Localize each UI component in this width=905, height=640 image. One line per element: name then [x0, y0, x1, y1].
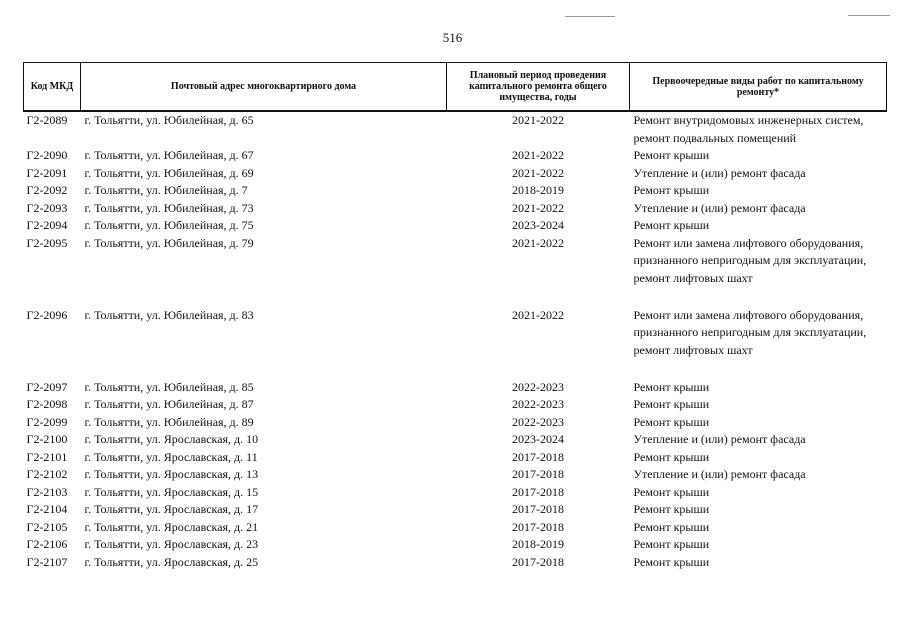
table-row	[24, 536, 887, 554]
cell-works: Утепление и (или) ремонт фасада	[633, 200, 806, 215]
cell-period: 2017-2018	[512, 519, 564, 534]
cell-code: Г2-2103	[26, 484, 68, 499]
cell-period: 2022-2023	[512, 397, 564, 411]
cell-period: 2022-2023	[512, 414, 564, 429]
cell-period: 2021-2022	[512, 148, 564, 162]
cell-period: 2018-2019	[512, 537, 564, 551]
cell-works: Утепление и (или) ремонт фасада	[633, 165, 806, 180]
cell-address: г. Тольятти, ул. Юбилейная, д. 65	[84, 113, 254, 127]
cell-code: Г2-2092	[26, 183, 68, 197]
cell-address: г. Тольятти, ул. Юбилейная, д. 67	[84, 148, 254, 162]
cell-code: Г2-2098	[26, 397, 68, 411]
cell-works: Ремонт крыши	[633, 484, 710, 499]
scan-artifact-line	[565, 16, 615, 17]
table-row	[24, 165, 887, 183]
cell-code: Г2-2094	[26, 218, 68, 232]
cell-address: г. Тольятти, ул. Ярославская, д. 13	[84, 467, 259, 481]
cell-address: г. Тольятти, ул. Юбилейная, д. 7	[84, 183, 248, 197]
table-row	[24, 182, 887, 200]
cell-works: Ремонт крыши	[633, 414, 710, 429]
cell-address: г. Тольятти, ул. Ярославская, д. 23	[84, 537, 259, 551]
cell-works: Ремонт крыши	[633, 148, 710, 162]
cell-period: 2017-2018	[512, 484, 564, 499]
cell-works: Утепление и (или) ремонт фасада	[633, 467, 806, 481]
cell-works: Ремонт внутридомовых инженерных систем, ремонт подвальных помещений	[633, 113, 864, 145]
scan-artifact-line	[848, 15, 890, 16]
cell-address: г. Тольятти, ул. Юбилейная, д. 85	[84, 379, 254, 394]
cell-period: 2021-2022	[512, 235, 564, 250]
table-row	[24, 554, 887, 572]
cell-address: г. Тольятти, ул. Юбилейная, д. 87	[84, 397, 254, 411]
table-row	[24, 484, 887, 502]
cell-period: 2021-2022	[512, 307, 564, 322]
cell-address: г. Тольятти, ул. Ярославская, д. 10	[84, 432, 259, 446]
cell-code: Г2-2089	[26, 113, 68, 127]
cell-period: 2018-2019	[512, 183, 564, 197]
cell-period: 2021-2022	[512, 113, 564, 127]
repair-schedule-table	[23, 62, 887, 571]
table-row	[24, 501, 887, 519]
page-number: 516	[442, 30, 463, 45]
cell-code: Г2-2104	[26, 502, 68, 516]
cell-code: Г2-2097	[26, 379, 68, 394]
column-header-works: Первоочередные виды работ по капитальному ремонту*	[630, 63, 887, 112]
cell-code: Г2-2102	[26, 467, 68, 481]
cell-works: Ремонт крыши	[633, 183, 710, 197]
cell-address: г. Тольятти, ул. Ярославская, д. 15	[84, 484, 259, 499]
cell-period: 2017-2018	[512, 554, 564, 569]
cell-period: 2021-2022	[512, 165, 564, 180]
header-row	[24, 63, 887, 112]
cell-works: Ремонт крыши	[633, 537, 710, 551]
cell-code: Г2-2100	[26, 432, 68, 446]
cell-address: г. Тольятти, ул. Ярославская, д. 11	[84, 449, 258, 464]
cell-address: г. Тольятти, ул. Юбилейная, д. 83	[84, 307, 254, 322]
table-row	[24, 217, 887, 235]
table-row	[24, 111, 887, 147]
cell-works: Ремонт или замена лифтового оборудования, признанного непригодным для эксплуатации, ремонт лифтовых шахт	[633, 307, 867, 357]
cell-period: 2021-2022	[512, 200, 564, 215]
cell-works: Ремонт или замена лифтового оборудования, признанного непригодным для эксплуатации, ремонт лифтовых шахт	[633, 235, 867, 285]
cell-period: 2017-2018	[512, 449, 564, 464]
column-header-address: Почтовый адрес многоквартирного дома	[81, 63, 447, 112]
table-row	[24, 414, 887, 432]
cell-address: г. Тольятти, ул. Ярославская, д. 25	[84, 554, 259, 569]
cell-code: Г2-2107	[26, 554, 68, 569]
cell-address: г. Тольятти, ул. Ярославская, д. 21	[84, 519, 259, 534]
cell-code: Г2-2106	[26, 537, 68, 551]
cell-code: Г2-2101	[26, 449, 68, 464]
cell-code: Г2-2091	[26, 165, 68, 180]
table-row	[24, 519, 887, 537]
cell-address: г. Тольятти, ул. Юбилейная, д. 79	[84, 235, 254, 250]
table-row	[24, 466, 887, 484]
cell-address: г. Тольятти, ул. Юбилейная, д. 89	[84, 414, 254, 429]
cell-period: 2017-2018	[512, 502, 564, 516]
table-header	[24, 63, 887, 112]
cell-code: Г2-2090	[26, 148, 68, 162]
cell-works: Ремонт крыши	[633, 449, 710, 464]
table-row	[24, 379, 887, 397]
cell-period: 2017-2018	[512, 467, 564, 481]
table-row	[24, 235, 887, 307]
table-row	[24, 307, 887, 379]
cell-code: Г2-2099	[26, 414, 68, 429]
cell-works: Ремонт крыши	[633, 502, 710, 516]
cell-code: Г2-2105	[26, 519, 68, 534]
cell-code: Г2-2093	[26, 200, 68, 215]
cell-period: 2022-2023	[512, 379, 564, 394]
cell-works: Утепление и (или) ремонт фасада	[633, 432, 806, 446]
table-row	[24, 200, 887, 218]
cell-works: Ремонт крыши	[633, 397, 710, 411]
column-header-period: Плановый период проведения капитального ремонта общего имущества, годы	[447, 63, 630, 112]
cell-works: Ремонт крыши	[633, 554, 710, 569]
cell-address: г. Тольятти, ул. Ярославская, д. 17	[84, 502, 259, 516]
cell-code: Г2-2095	[26, 235, 68, 250]
table-body	[24, 111, 887, 571]
table-row	[24, 431, 887, 449]
cell-code: Г2-2096	[26, 307, 68, 322]
cell-works: Ремонт крыши	[633, 218, 710, 232]
table-row	[24, 147, 887, 165]
cell-address: г. Тольятти, ул. Юбилейная, д. 69	[84, 165, 254, 180]
cell-period: 2023-2024	[512, 218, 564, 232]
cell-works: Ремонт крыши	[633, 379, 710, 394]
cell-address: г. Тольятти, ул. Юбилейная, д. 73	[84, 200, 254, 215]
cell-address: г. Тольятти, ул. Юбилейная, д. 75	[84, 218, 254, 232]
cell-works: Ремонт крыши	[633, 519, 710, 534]
cell-period: 2023-2024	[512, 432, 564, 446]
table-row	[24, 449, 887, 467]
column-header-code: Код МКД	[24, 63, 81, 112]
table-row	[24, 396, 887, 414]
